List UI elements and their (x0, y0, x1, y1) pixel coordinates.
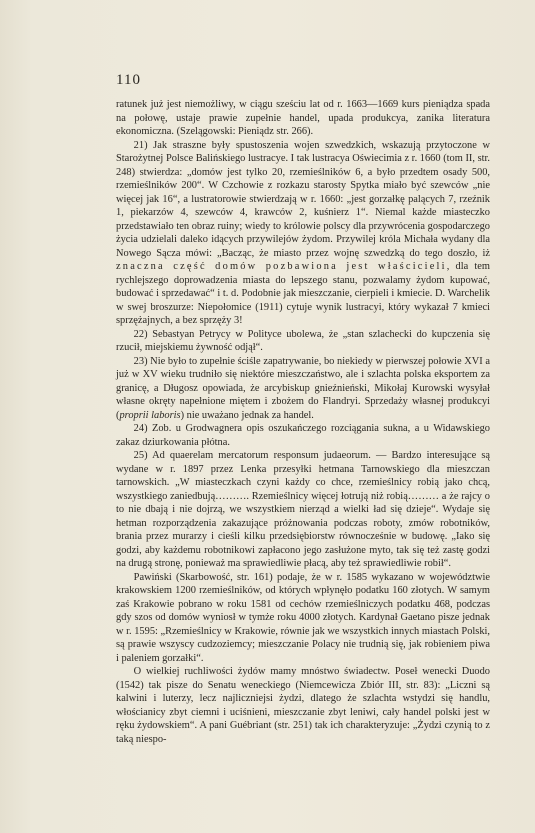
note-23 (116, 355, 490, 423)
note-25 (116, 449, 490, 571)
text-run: 24) Zob. u Grodwagnera opis oszukańczego rozciągania sukna, a u Widawskiego zakaz dziurkowania płótna. (116, 423, 490, 448)
text-run: O wielkiej ruchliwości żydów mamy mnóstwo świadectw. Poseł wenecki Duodo (1542) tak pisze do Senatu weneckiego (Niemcewicza Zbiór III, str. 83): „Liczni są kalwini i luterzy, lecz najliczniejsi żydzi, dlatego że szlachta wstydzi się handlu, włościanicy zbyt ciemni i uciśnieni, mieszczanie zbyt leniwi, cały handel polski jest w ręku żydowskiem“. A pani Guébriant (str. 251) tak ich charakteryzuje: „Żydzi czynią to z taką niespo- (116, 666, 490, 745)
text-run: 22) Sebastyan Petrycy w Polityce ubolewa, że „stan szlachecki do kupczenia się rzucił, miejskiemu żywność odjął“. (116, 328, 490, 353)
text-run: 21) Jak straszne były spustoszenia wojen szwedzkich, wskazują przytoczone w Starożytnej Polsce Balińskiego lustracye. I tak lustracya Oświecimia z r. 1660 (tom II, str. 248) stwierdza: „domów jest tylko 20, rzemieślników 6, a było przedtem osady 500, rzemieślników 200“. W Czchowie z rozkazu starosty Spytka miało być szewców „nie więcej jak 16“, a lustratorowie stwierdzają w r. 1660: „jest gorzałkę palących 7, rzeźnik 1, piekarzów 4, szewców 4, krawców 2, kuśnierz 1“. Niemal każde miasteczko przedstawiało ten obraz ruiny; wiedy to królowie polscy dla przywrócenia gospodarczego życia udzielali daleko idących przywilejów żydom. Przywilej króla Michała wydany dla Nowego Sącza mówi: „Bacząc, że miasto przez wojnę szwedzką do tego doszło, iż (116, 139, 490, 259)
para-pawinski (116, 571, 490, 666)
text-run: ) nie uważano jednak za handel. (180, 409, 314, 421)
page-number: 110 (116, 72, 141, 88)
page-text (116, 98, 490, 746)
text-run: 23) Nie było to zupełnie ściśle zapatrywanie, bo niekiedy w pierwszej połowie XVI a już w XV wieku trudniło się niektóre mieszczaństwo, ale i szlachta polska eksportem za granicę, a Długosz opowiada, że arcybiskup gnieźnieński, Mikołaj Kurowski wysyłał własne okręty napełnione miętem i zbożem do Flandryi. Sprzedaży własnej produkcyi ( (116, 355, 490, 421)
text-run: 25) Ad quaerelam mercatorum responsum judaeorum. — Bardzo interesujące są wydane w r. 1897 przez Lenka przesyłki hetmana Tarnowskiego dla mieszczan tarnowskich. „W miasteczkach czyni każdy co chce, rzemieślnicy robią jako chcą, wszystkiego zaniedbują………. Rzemieślnicy więcej łotrują niż robią……… a że rajcy o to nie dbają i nie dojrzą, we wszystkiem nierząd a wielki ład się dzieje“. Wydaje się hetman rozporządzenia zakazujące próżnowania podczas roboty, zmów robotników, brania przez murarzy i cieśli kilku przedsiębiorstw równocześnie w budowę. „Iako się godzi, aby każdemu robotnikowi zapłacono jego zasłużone myto, tak się też zastę godzi na drugą stronę, ponieważ ma sprawiedliwie płacą, aby też sprawiedliwie robił“. (116, 450, 490, 569)
para-ruchliwosci (116, 665, 490, 746)
text-run: ratunek już jest niemożliwy, w ciągu sześciu lat od r. 1663—1669 kurs pieniądza spada na połowę, ustaje prawie zupełnie handel, upada produkcya, zanika literatura ekonomiczna. (Szelągowski: Pieniądz str. 266). (116, 99, 490, 137)
text-run: znaczna część domów pozbawiona jest właścicieli (116, 261, 447, 272)
text-run: Pawiński (Skarbowość, str. 161) podaje, że w r. 1585 wykazano w województwie krakowskiem 1200 rzemieślników, od których wpłynęło podatku 160 złotych. W samym zaś Krakowie pobrano w roku 1581 od cechów rzemieślniczych podatku 468, podczas gdy szos od domów wyniosł w tymże roku 4000 złotych. Kardynał Gaetano pisze jednak w r. 1595: „Rzemieślnicy w Krakowie, równie jak we wszystkich innych miastach Polski, są prawie wszyscy cudzoziemcy; mieszczanie Polacy nie trudnią się, jak robieniem piwa i paleniem gorzałki“. (116, 571, 490, 664)
text-run: , dla tem rychlejszego doprowadzenia miasta do lepszego stanu, pozwalamy żydom kupować, budować i sprzedawać“ i t. d. Podobnie jak mieszczanie, cierpieli i kmiecie. D. Warchelik w swej broszurze: Niepołomice (1911) cytuje wynik lustracyi, który wykazał 7 kmieci sprzężajnych, a bez sprzęży 3! (116, 261, 491, 326)
note-21 (116, 139, 490, 328)
note-22 (116, 328, 490, 355)
note-24 (116, 422, 490, 449)
text-run: proprii laboris (119, 409, 181, 421)
para-continuation (116, 98, 490, 139)
